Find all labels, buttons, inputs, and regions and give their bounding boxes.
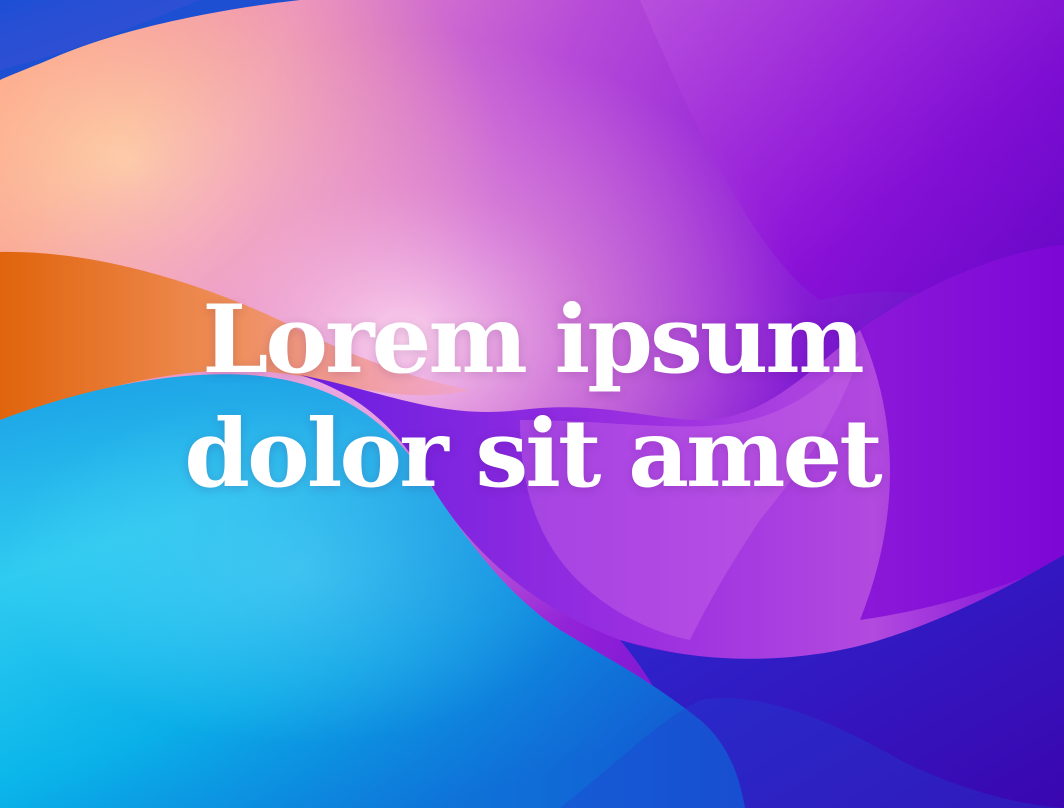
hero-headline: [0, 283, 1064, 511]
headline-line-1: Lorem ipsum: [202, 285, 862, 395]
headline-line-2: dolor sit amet: [184, 399, 880, 509]
